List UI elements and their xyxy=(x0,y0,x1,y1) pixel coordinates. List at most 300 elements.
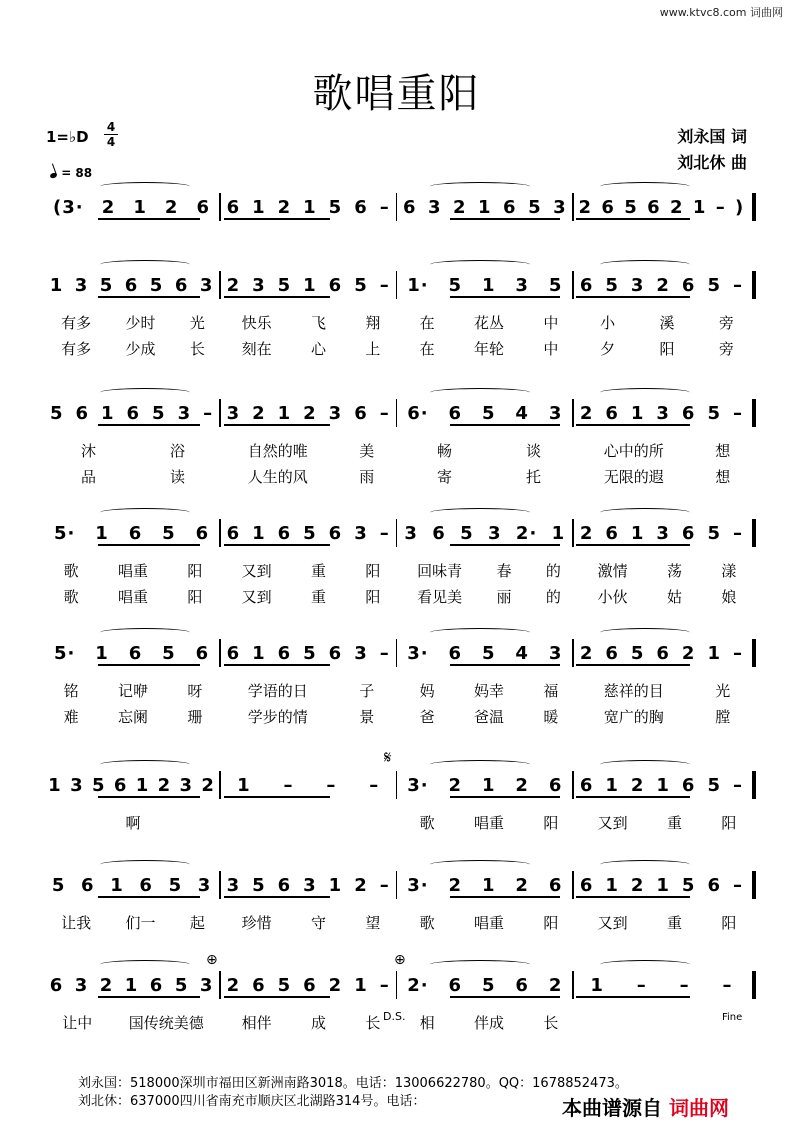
lyric-syllable: 心中的所 xyxy=(603,442,664,460)
lyric-syllable: 的 xyxy=(545,588,561,606)
lyric-measure xyxy=(222,1012,400,1033)
note: 2· xyxy=(407,974,429,996)
lyric-syllable: 自然的唯 xyxy=(247,442,308,460)
lyric-measure xyxy=(400,912,578,933)
note: 5 xyxy=(252,874,266,896)
lyric-syllable: 美 xyxy=(359,442,375,460)
note: 2 xyxy=(448,874,463,896)
beam-underline xyxy=(98,544,200,546)
coda-icon: ⊕ xyxy=(206,952,218,968)
beam-underline xyxy=(98,896,200,898)
lyric-syllable: 漾 xyxy=(721,562,737,580)
lyric-measure xyxy=(44,706,222,727)
lyric-syllable: 小 xyxy=(600,314,616,332)
lyric-measure xyxy=(578,440,756,461)
lyric-syllable: 快乐 xyxy=(241,314,272,332)
note: – xyxy=(722,974,733,996)
lyric-syllable: 浴 xyxy=(169,442,185,460)
note: 5 xyxy=(354,274,368,296)
note: 3 xyxy=(70,774,84,796)
note: – xyxy=(379,522,390,544)
lyric-measure xyxy=(222,440,400,461)
note: 1 xyxy=(605,774,619,796)
note: 3 xyxy=(488,522,502,544)
note: 5 xyxy=(481,402,496,424)
lyric-syllable: 中 xyxy=(543,340,559,358)
lyric-syllable: 相伴 xyxy=(241,1014,272,1032)
note: 6 xyxy=(601,196,615,218)
beam-underline xyxy=(576,664,690,666)
note: 6 xyxy=(226,642,241,664)
note: 6 xyxy=(579,874,594,896)
slur xyxy=(100,508,190,517)
note: 1 xyxy=(481,774,496,796)
note: 5 xyxy=(528,196,542,218)
slur xyxy=(100,760,190,769)
note: 3 xyxy=(252,274,266,296)
lyric-syllable: 想 xyxy=(715,442,731,460)
beam-underline xyxy=(450,296,560,298)
lyric-syllable: 寄 xyxy=(436,468,452,486)
note: – xyxy=(732,874,743,896)
note: 5· xyxy=(53,522,76,544)
note: 1 xyxy=(551,522,566,544)
lyric-measure xyxy=(578,560,756,581)
note: 2 xyxy=(453,196,467,218)
lyric-syllable: 记咿 xyxy=(117,682,148,700)
beam-underline xyxy=(576,424,690,426)
quarter-note-icon xyxy=(49,172,57,179)
lyric-measure xyxy=(400,338,578,359)
barline xyxy=(752,399,756,427)
lyric-syllable: 姑 xyxy=(666,588,682,606)
note: 2 xyxy=(669,196,684,218)
lyric-measure xyxy=(578,812,756,833)
lyric-row xyxy=(44,338,756,359)
lyric-measure xyxy=(44,338,222,359)
note: 6 xyxy=(579,774,594,796)
note: 6 xyxy=(448,974,463,996)
lyric-syllable: 啊 xyxy=(125,814,141,832)
lyric-measure xyxy=(578,466,756,487)
note: 1 xyxy=(303,196,317,218)
note: 6 xyxy=(448,402,463,424)
barline xyxy=(752,519,756,547)
note: 6 xyxy=(579,274,594,296)
lyric-syllable: 珍惜 xyxy=(241,914,272,932)
lyric-measure xyxy=(44,560,222,581)
note: 5 xyxy=(162,642,176,664)
time-top: 4 xyxy=(106,120,116,134)
lyric-syllable: 重 xyxy=(666,814,682,832)
lyric-syllable: 又到 xyxy=(597,914,628,932)
lyric-syllable: 歌 xyxy=(63,588,79,606)
note: 2 xyxy=(354,874,368,896)
slur xyxy=(100,260,190,269)
note: 1 xyxy=(252,522,266,544)
lyric-syllable: 唱重 xyxy=(473,914,504,932)
note: 6 xyxy=(75,402,90,424)
lyric-measure xyxy=(400,706,578,727)
lyric-syllable: 爸 xyxy=(419,708,435,726)
lyric-syllable: 珊 xyxy=(187,708,203,726)
lyric-measure xyxy=(400,440,578,461)
note: 6 xyxy=(277,874,292,896)
lyric-syllable: 铭 xyxy=(63,682,79,700)
beam-underline xyxy=(576,544,690,546)
lyric-syllable: 相 xyxy=(419,1014,435,1032)
lyric-syllable: 呀 xyxy=(187,682,203,700)
lyric-measure xyxy=(44,680,222,701)
lyric-row xyxy=(44,706,756,727)
coda-icon: ⊕ xyxy=(394,952,406,968)
beam-underline xyxy=(450,896,560,898)
note: 5 xyxy=(162,522,176,544)
note: 6 xyxy=(647,196,661,218)
note: 5 xyxy=(707,522,721,544)
lyric-syllable: 娘 xyxy=(721,588,737,606)
note: 3 xyxy=(328,402,343,424)
lyric-measure xyxy=(44,1012,222,1033)
lyric-syllable: 爸温 xyxy=(473,708,504,726)
lyric-syllable: 难 xyxy=(63,708,79,726)
note: 3 xyxy=(548,402,563,424)
note: 3 xyxy=(553,196,567,218)
note: – xyxy=(379,274,390,296)
note: 5 xyxy=(630,642,645,664)
lyric-syllable: 托 xyxy=(525,468,541,486)
lyric-syllable: 无限的遐 xyxy=(603,468,664,486)
note: 1 xyxy=(481,874,496,896)
note: 1 xyxy=(133,196,147,218)
note: 3 xyxy=(354,522,368,544)
note: 6 xyxy=(128,642,143,664)
lyric-measure xyxy=(400,1012,578,1033)
note: 1 xyxy=(590,974,604,996)
ds-marking: D.S. xyxy=(383,1010,406,1023)
lyric-syllable: 歌 xyxy=(419,914,435,932)
note: 5 xyxy=(481,642,496,664)
lyric-measure xyxy=(44,812,222,833)
beam-underline xyxy=(576,796,690,798)
note: 6 xyxy=(681,522,696,544)
note: 6 xyxy=(128,522,143,544)
note: 2 xyxy=(630,874,645,896)
lyric-measure xyxy=(400,586,578,607)
note: 3 xyxy=(404,522,418,544)
lyric-syllable: 们一 xyxy=(125,914,156,932)
beam-underline xyxy=(576,296,690,298)
lyric-measure xyxy=(578,912,756,933)
note: – xyxy=(732,402,743,424)
lyric-syllable: 畅 xyxy=(436,442,452,460)
lyric-measure xyxy=(222,680,400,701)
note: 5 xyxy=(99,274,114,296)
lyric-syllable: 重 xyxy=(310,562,326,580)
lyric-syllable: 回味青 xyxy=(417,562,463,580)
note: 6 xyxy=(548,774,563,796)
note: 1 xyxy=(252,196,266,218)
note: 2 xyxy=(548,974,563,996)
note: 6 xyxy=(195,642,210,664)
note: 3 xyxy=(177,402,192,424)
lyric-syllable: 又到 xyxy=(241,588,272,606)
note: 2 xyxy=(448,774,463,796)
lyric-syllable: 看见美 xyxy=(417,588,463,606)
lyric-syllable: 丽 xyxy=(496,588,512,606)
note: – xyxy=(379,874,390,896)
lyric-syllable: 慈祥的目 xyxy=(603,682,664,700)
lyric-measure xyxy=(400,312,578,333)
lyric-syllable: 景 xyxy=(359,708,375,726)
lyric-syllable: 阳 xyxy=(187,562,203,580)
lyric-syllable: 的 xyxy=(545,562,561,580)
footer-contact-lyricist: 刘永国：518000深圳市福田区新洲南路3018。电话：13006622780。QQ：1678852473。 xyxy=(78,1076,628,1091)
note: 2 xyxy=(226,974,241,996)
note: 3 xyxy=(548,642,563,664)
lyric-syllable: 阳 xyxy=(721,814,737,832)
slur xyxy=(600,388,690,397)
slur xyxy=(600,508,690,517)
note: 3· xyxy=(407,642,429,664)
beam-underline xyxy=(576,218,690,220)
note: 1 xyxy=(95,522,109,544)
lyric-syllable: 阳 xyxy=(365,562,381,580)
lyric-syllable: 有多 xyxy=(61,314,92,332)
note: 6 xyxy=(515,974,529,996)
note: 5 xyxy=(548,274,563,296)
lyric-measure xyxy=(222,586,400,607)
lyric-measure xyxy=(222,912,400,933)
source-brand: 词曲网 xyxy=(668,1096,729,1120)
slur xyxy=(100,860,190,869)
lyric-syllable: 妈 xyxy=(419,682,435,700)
note: 3 xyxy=(354,642,368,664)
note: 5 xyxy=(707,274,721,296)
note: 6 xyxy=(174,274,189,296)
lyric-syllable: 荡 xyxy=(666,562,682,580)
beam-underline xyxy=(224,896,330,898)
lyric-syllable: 光 xyxy=(189,314,205,332)
note: 1 xyxy=(630,522,645,544)
composer: 刘北休 曲 xyxy=(677,153,747,172)
note: 5 xyxy=(168,874,183,896)
lyric-measure xyxy=(44,466,222,487)
note: 2 xyxy=(101,196,116,218)
slur xyxy=(430,182,530,191)
note: 6 xyxy=(432,522,446,544)
barline xyxy=(752,971,756,999)
note: – xyxy=(379,974,390,996)
lyric-syllable: 膛 xyxy=(715,708,731,726)
lyric-syllable: 夕 xyxy=(600,340,616,358)
note: 5 xyxy=(91,774,106,796)
lyric-measure xyxy=(222,812,400,833)
lyric-measure xyxy=(44,912,222,933)
note: 1 xyxy=(481,274,496,296)
lyric-syllable: 雨 xyxy=(359,468,375,486)
note: ) xyxy=(735,196,745,218)
beam-underline xyxy=(450,796,560,798)
beam-underline xyxy=(98,218,200,220)
note: 1 xyxy=(478,196,492,218)
lyric-measure xyxy=(400,812,578,833)
lyric-measure xyxy=(222,706,400,727)
note: 4 xyxy=(515,642,529,664)
lyric-syllable: 在 xyxy=(419,314,435,332)
note: 5 xyxy=(303,522,317,544)
slur xyxy=(430,628,530,637)
note: 6· xyxy=(407,402,429,424)
lyric-syllable: 阳 xyxy=(659,340,675,358)
note: 6 xyxy=(277,642,292,664)
note: 1 xyxy=(101,402,115,424)
note: 1 xyxy=(656,774,670,796)
note: 2 xyxy=(157,774,172,796)
note: 3 xyxy=(74,274,89,296)
time-bottom: 4 xyxy=(106,135,116,149)
fine-marking: Fine xyxy=(722,1012,743,1023)
lyric-measure xyxy=(578,586,756,607)
note: 5 xyxy=(49,402,64,424)
note: 5 xyxy=(303,642,317,664)
note: 5· xyxy=(53,642,76,664)
note: 6 xyxy=(354,402,368,424)
beam-underline xyxy=(224,796,330,798)
note: 2 xyxy=(579,522,594,544)
lyric-measure xyxy=(222,312,400,333)
note: 6 xyxy=(303,974,317,996)
note: – xyxy=(715,196,726,218)
note: 1 xyxy=(328,874,343,896)
note: 6 xyxy=(354,196,368,218)
lyric-syllable: 少成 xyxy=(125,340,156,358)
lyric-syllable: 品 xyxy=(80,468,96,486)
slur xyxy=(100,388,190,397)
lyric-syllable: 又到 xyxy=(241,562,272,580)
beam-underline xyxy=(98,996,200,998)
note: 2 xyxy=(681,642,696,664)
note: 6 xyxy=(328,274,343,296)
beam-underline xyxy=(450,664,560,666)
note: – xyxy=(732,774,743,796)
lyric-syllable: 花丛 xyxy=(473,314,504,332)
lyric-syllable: 阳 xyxy=(721,914,737,932)
lyric-syllable: 国传统美德 xyxy=(128,1014,204,1032)
beam-underline xyxy=(576,896,690,898)
note: 1 xyxy=(605,874,619,896)
lyric-syllable: 阳 xyxy=(543,814,559,832)
note: 1· xyxy=(407,274,429,296)
lyric-syllable: 刻在 xyxy=(241,340,272,358)
note: 1 xyxy=(354,974,368,996)
note: 3 xyxy=(179,774,194,796)
note: 6 xyxy=(49,974,64,996)
note: 5 xyxy=(277,274,292,296)
note: 1 xyxy=(303,274,317,296)
lyric-syllable: 守 xyxy=(310,914,326,932)
lyric-syllable: 溪 xyxy=(659,314,675,332)
note: 2 xyxy=(303,402,317,424)
score-system xyxy=(0,638,793,768)
beam-underline xyxy=(224,424,330,426)
lyric-measure xyxy=(400,560,578,581)
note: 3 xyxy=(199,974,214,996)
note: – xyxy=(369,774,380,796)
slur xyxy=(100,182,190,191)
note: 6 xyxy=(277,522,292,544)
beam-underline xyxy=(98,796,200,798)
note: 6 xyxy=(656,642,670,664)
note: 2 xyxy=(656,274,670,296)
note: 1 xyxy=(124,974,139,996)
note: 2 xyxy=(164,196,179,218)
key-signature: 1=♭D xyxy=(46,128,89,146)
lyric-syllable: 心 xyxy=(310,340,326,358)
note: 6 xyxy=(681,274,696,296)
note: 5 xyxy=(174,974,189,996)
note: 1 xyxy=(692,196,707,218)
lyric-syllable: 小伙 xyxy=(597,588,628,606)
note: 1 xyxy=(135,774,150,796)
note: 1 xyxy=(630,402,645,424)
lyric-syllable: 阳 xyxy=(187,588,203,606)
lyric-measure xyxy=(578,338,756,359)
lyric-syllable: 谈 xyxy=(525,442,541,460)
lyric-syllable: 暖 xyxy=(543,708,559,726)
note: 6 xyxy=(503,196,517,218)
beam-underline xyxy=(224,996,330,998)
note: – xyxy=(679,974,690,996)
note: 4 xyxy=(515,402,529,424)
lyric-measure xyxy=(578,706,756,727)
lyric-row xyxy=(44,560,756,581)
note: 3 xyxy=(656,522,670,544)
lyric-syllable: 长 xyxy=(189,340,205,358)
note: 5 xyxy=(605,274,619,296)
lyric-measure xyxy=(222,466,400,487)
note: 6 xyxy=(448,642,463,664)
note: 1 xyxy=(707,642,721,664)
note: 5 xyxy=(460,522,474,544)
barline xyxy=(752,639,756,667)
lyric-syllable: 忘阑 xyxy=(117,708,148,726)
lyric-syllable: 歌 xyxy=(419,814,435,832)
note: 3 xyxy=(199,274,214,296)
note: – xyxy=(203,402,214,424)
beam-underline xyxy=(224,218,330,220)
lyric-measure xyxy=(400,466,578,487)
lyric-row xyxy=(44,466,756,487)
lyric-syllable: 宽广的胸 xyxy=(603,708,664,726)
lyric-syllable: 重 xyxy=(310,588,326,606)
lyric-syllable: 妈幸 xyxy=(473,682,504,700)
note: 3 xyxy=(656,402,670,424)
segno-icon: 𝄋 xyxy=(384,748,392,768)
note: 2 xyxy=(515,874,529,896)
beam-underline xyxy=(98,296,200,298)
note: 3 xyxy=(197,874,212,896)
note: 3· xyxy=(407,774,429,796)
beam-underline xyxy=(450,996,560,998)
slur xyxy=(600,860,690,869)
beam-underline xyxy=(98,664,200,666)
slur xyxy=(430,860,530,869)
note: – xyxy=(283,774,294,796)
lyric-syllable: 望 xyxy=(365,914,381,932)
lyric-syllable: 阳 xyxy=(365,588,381,606)
lyric-syllable: 沐 xyxy=(80,442,96,460)
